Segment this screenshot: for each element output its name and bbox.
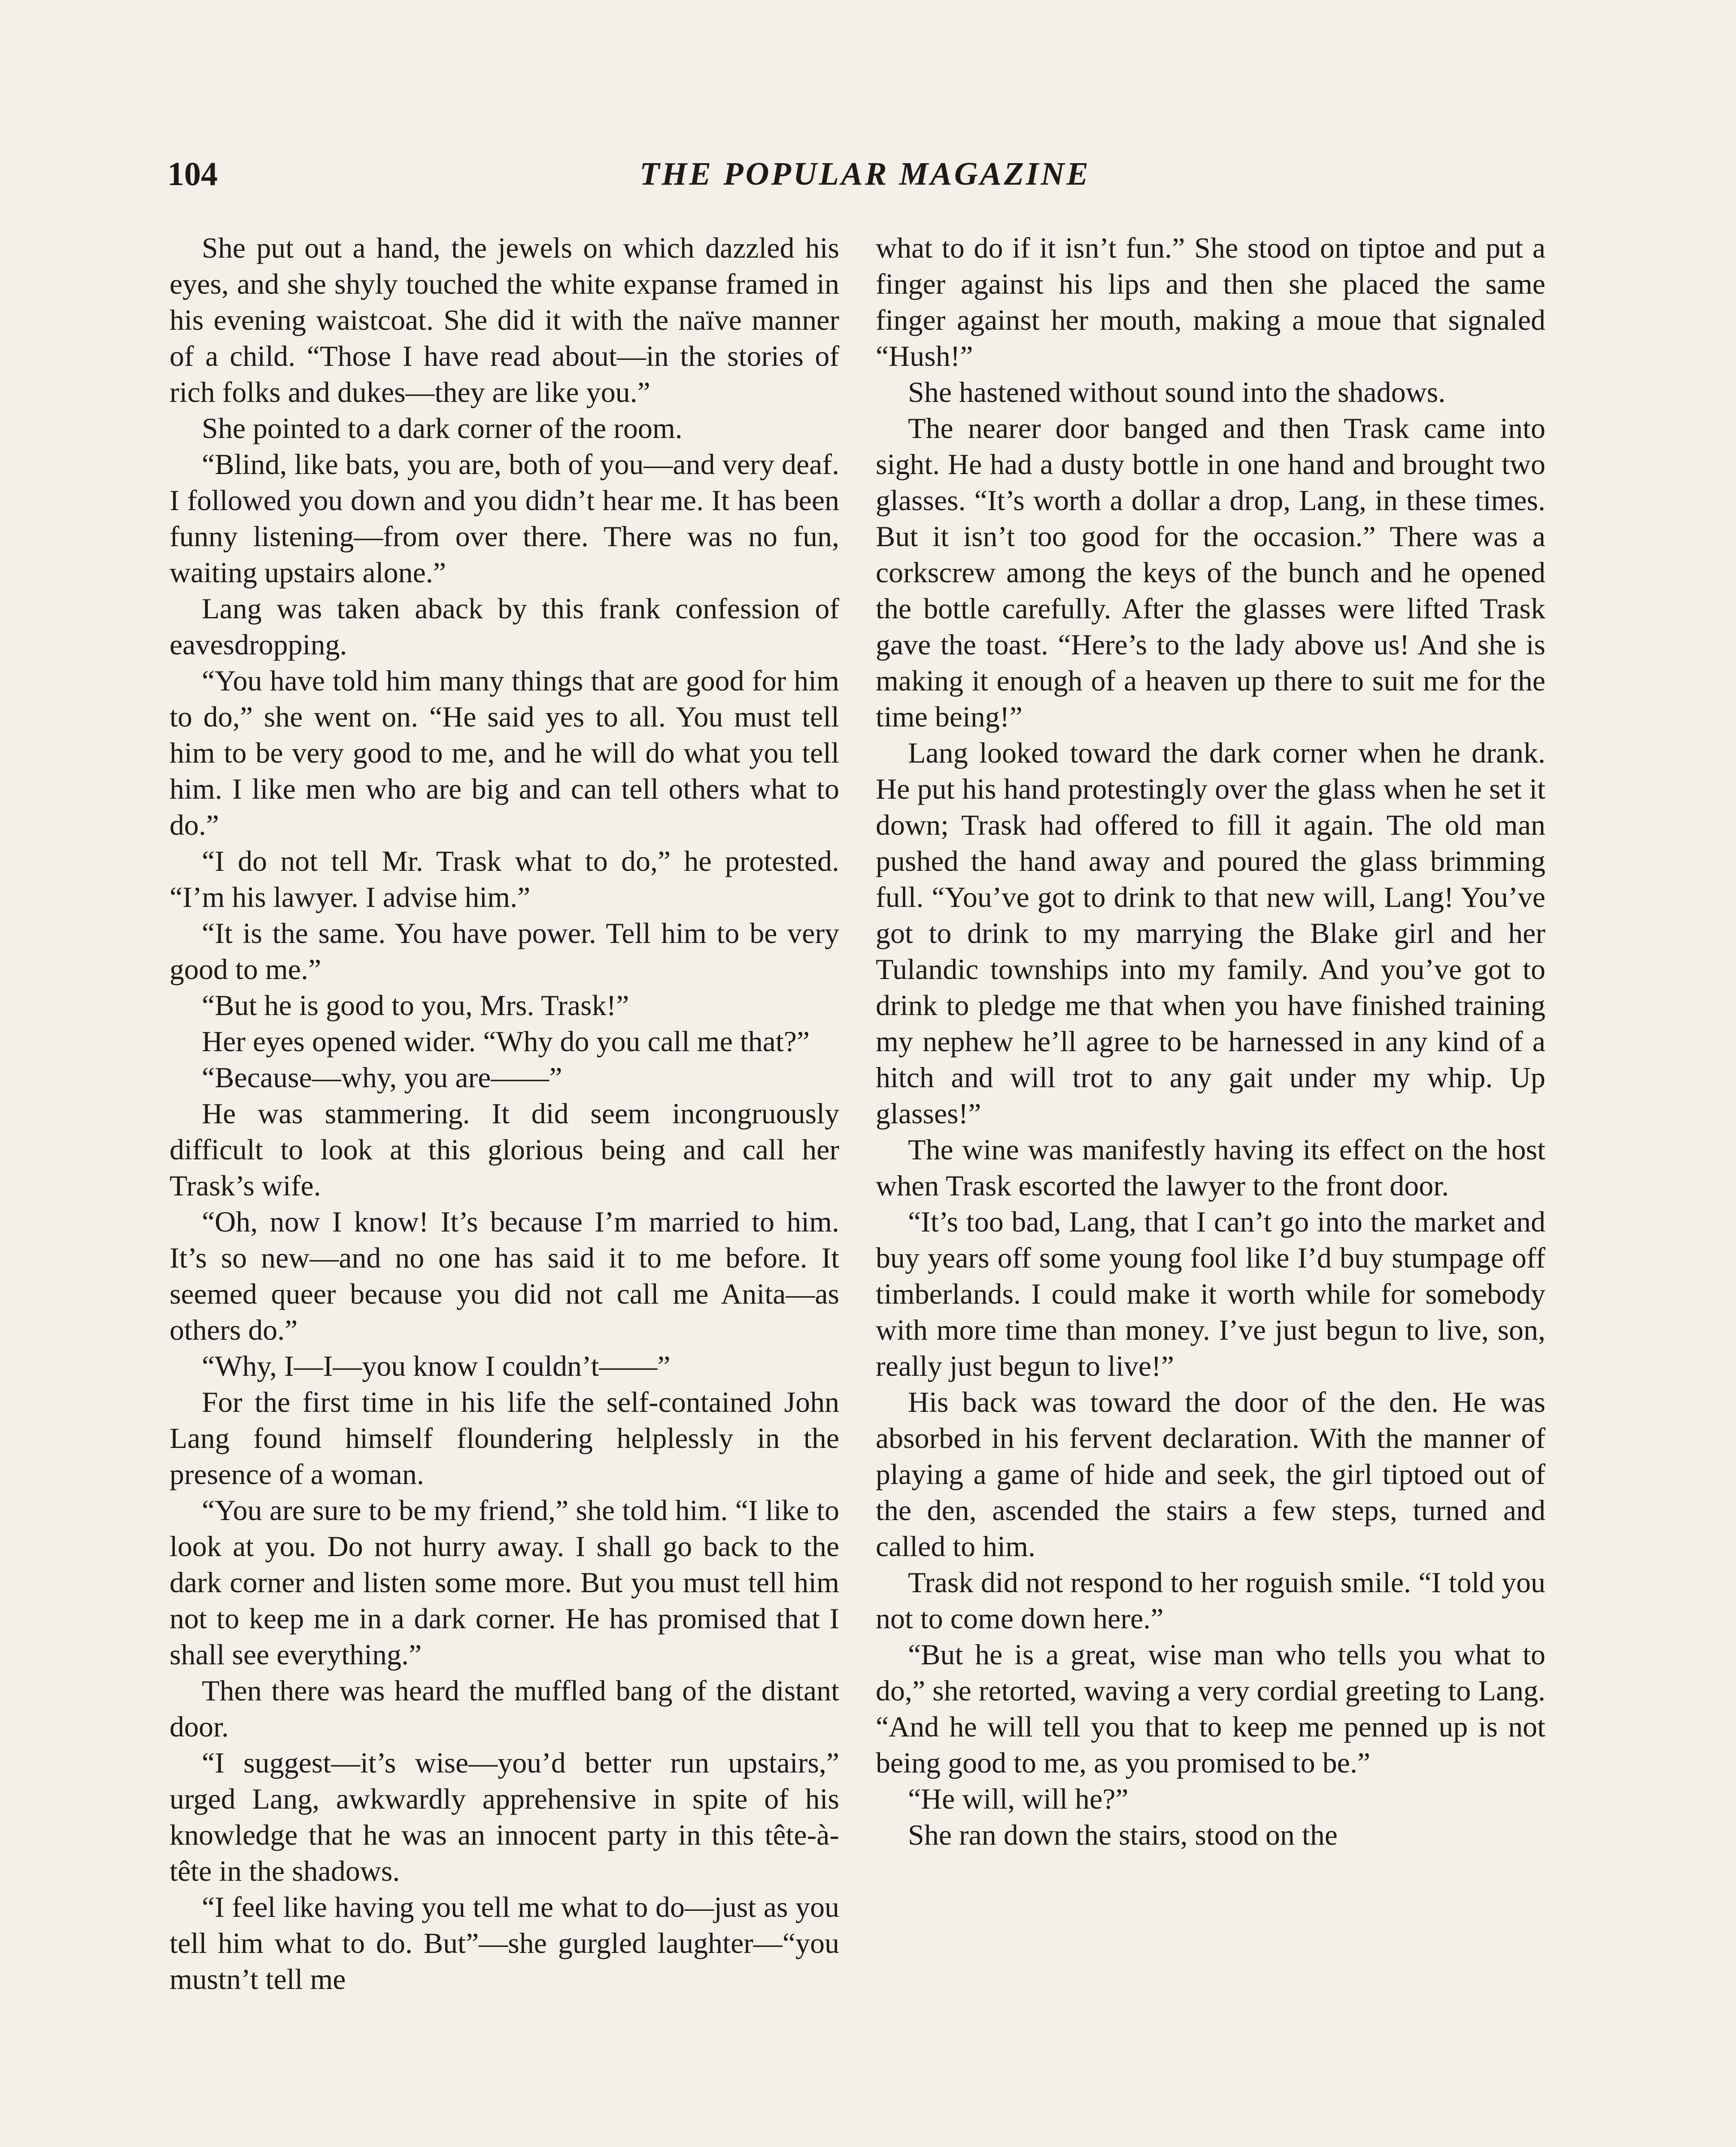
paragraph: She pointed to a dark corner of the room. — [202, 412, 683, 444]
running-title: THE POPULAR MAGAZINE — [639, 156, 1091, 192]
paragraph: She put out a hand, the jewels on which dazzled his eyes, and she shyly touched the white expanse framed in his evening waistcoat. She did it with the naïve manner of a child. “Those I have read about—in the stories of rich folks and dukes—they are like you.” — [170, 231, 839, 408]
right-text-column — [876, 230, 1545, 2147]
paragraph: Then there was heard the muffled bang of the distant door. — [170, 1674, 839, 1743]
paragraph: She ran down the stairs, stood on the — [908, 1819, 1338, 1851]
paragraph: “He will, will he?” — [908, 1782, 1129, 1815]
paragraph: “Blind, like bats, you are, both of you—and very deaf. I followed you down and you didn’t hear me. It has been funny listening—from over there. There was no fun, waiting upstairs alone.” — [170, 448, 839, 589]
page-number: 104 — [167, 155, 218, 192]
paragraph: Lang was taken aback by this frank confession of eavesdropping. — [170, 592, 839, 661]
paragraph: “I feel like having you tell me what to do—just as you tell him what to do. But”—she gurgled laughter—“you mustn’t tell me — [170, 1891, 839, 1995]
paragraph: “Because—why, you are——” — [202, 1061, 562, 1094]
paragraph-continuation: what to do if it isn’t fun.” She stood on tiptoe and put a finger against his lips and then she placed the same finger against her mouth, making a moue that signaled “Hush!” — [876, 231, 1545, 372]
paragraph: “You have told him many things that are good for him to do,” she went on. “He said yes to all. You must tell him to be very good to me, and he will do what you tell him. I like men who are big and can tell others what to do.” — [170, 664, 839, 841]
paragraph: “Why, I—I—you know I couldn’t——” — [202, 1350, 671, 1382]
paragraph: “It’s too bad, Lang, that I can’t go into the market and buy years off some young fool like I’d buy stumpage off timberlands. I could make it worth while for somebody with more time than money. I’ve just begun to live, son, really just begun to live!” — [876, 1205, 1545, 1382]
paragraph: “Oh, now I know! It’s because I’m married to him. It’s so new—and no one has said it to me before. It seemed queer because you did not call me Anita—as others do.” — [170, 1205, 839, 1346]
paragraph: Her eyes opened wider. “Why do you call me that?” — [202, 1025, 810, 1058]
paragraph: For the first time in his life the self-contained John Lang found himself floundering helplessly in the presence of a woman. — [170, 1386, 839, 1490]
paragraph: “It is the same. You have power. Tell him to be very good to me.” — [170, 917, 839, 985]
paragraph: “But he is a great, wise man who tells you what to do,” she retorted, waving a very cordial greeting to Lang. “And he will tell you that to keep me penned up is not being good to me, as you promised to be.” — [876, 1638, 1545, 1779]
paragraph: The wine was manifestly having its effect on the host when Trask escorted the lawyer to the front door. — [876, 1133, 1545, 1202]
paragraph: “I do not tell Mr. Trask what to do,” he protested. “I’m his lawyer. I advise him.” — [170, 845, 839, 913]
paragraph: “I suggest—it’s wise—you’d better run upstairs,” urged Lang, awkwardly apprehensive in spite of his knowledge that he was an innocent party in this tête-à-tête in the shadows. — [170, 1746, 839, 1887]
paragraph: Lang looked toward the dark corner when he drank. He put his hand protestingly over the glass when he set it down; Trask had offered to fill it again. The old man pushed the hand away and poured the glass brimming full. “You’ve got to drink to that new will, Lang! You’ve got to drink to my marrying the Blake girl and her Tulandic townships into my family. And you’ve got to drink to pledge me that when you have finished training my nephew he’ll agree to be harnessed in any kind of a hitch and will trot to any gait under my whip. Up glasses!” — [876, 736, 1545, 1130]
paragraph: He was stammering. It did seem incongruously difficult to look at this glorious being and call her Trask’s wife. — [170, 1097, 839, 1202]
left-text-column — [170, 230, 839, 2147]
paragraph: “You are sure to be my friend,” she told him. “I like to look at you. Do not hurry away. I shall go back to the dark corner and listen some more. But you must tell him not to keep me in a dark corner. He has promised that I shall see everything.” — [170, 1494, 839, 1671]
paragraph: The nearer door banged and then Trask came into sight. He had a dusty bottle in one hand and brought two glasses. “It’s worth a dollar a drop, Lang, in these times. But it isn’t too good for the occasion.” There was a corkscrew among the keys of the bunch and he opened the bottle carefully. After the glasses were lifted Trask gave the toast. “Here’s to the lady above us! And she is making it enough of a heaven up there to suit me for the time being!” — [876, 412, 1545, 733]
paragraph: She hastened without sound into the shadows. — [908, 376, 1446, 408]
paragraph: “But he is good to you, Mrs. Trask!” — [202, 989, 629, 1022]
paragraph: Trask did not respond to her roguish smile. “I told you not to come down here.” — [876, 1566, 1545, 1635]
paragraph: His back was toward the door of the den. He was absorbed in his fervent declaration. With the manner of playing a game of hide and seek, the girl tiptoed out of the den, ascended the stairs a few steps, turned and called to him. — [876, 1386, 1545, 1563]
page-header — [167, 150, 1563, 198]
